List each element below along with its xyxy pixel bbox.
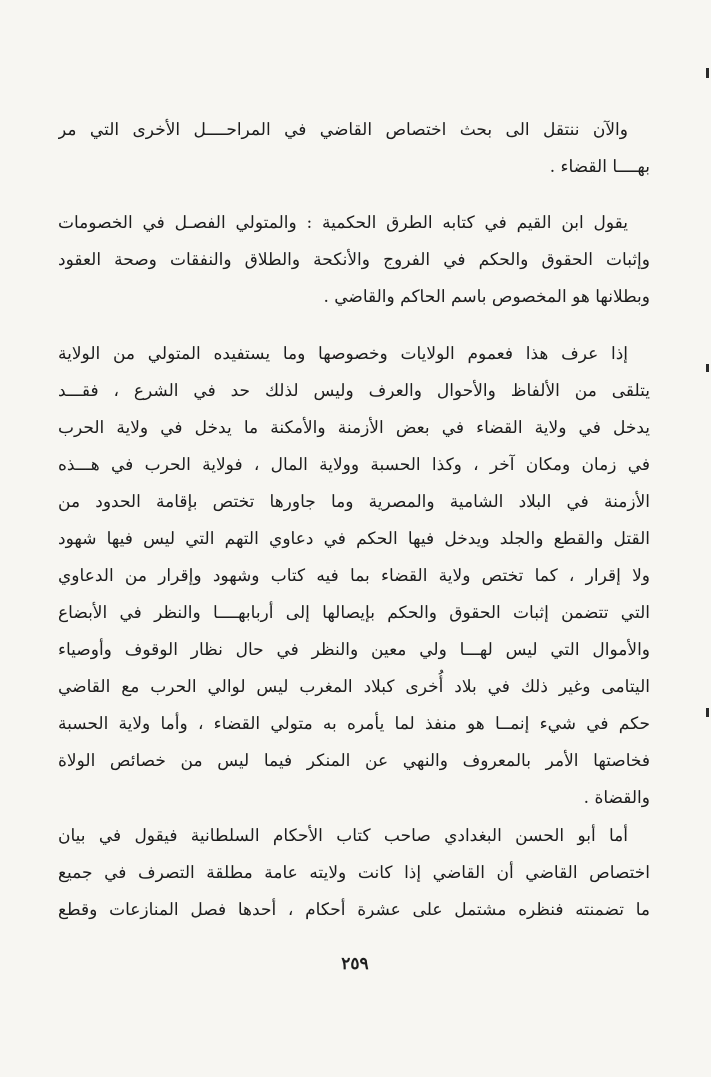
margin-mark-lower (706, 708, 709, 717)
paragraph-3 (58, 336, 650, 817)
text-line: اختصاص القاضي أن القاضي إذا كانت ولايته عامة مطلقة التصرف في جميع (58, 863, 650, 883)
paragraph-1 (58, 112, 650, 186)
text-line: اليتامى وغير ذلك في بلاد أُخرى كبلاد المغرب ليس لوالي الحرب مع القاضي (58, 677, 650, 697)
text-line: القتل والقطع والجلد ويدخل فيها الحكم في دعاوي التهم التي ليس فيها شهود (58, 529, 650, 549)
text-line: والأموال التي ليس لهـــا ولي معين والنظر في حال نظار الوقوف وأوصياء (58, 640, 650, 660)
text-line: الأزمنة في البلاد الشامية والمصرية وما جاورها تختص بإقامة الحدود من (58, 492, 650, 512)
margin-mark-middle (706, 364, 709, 372)
text-line: ما تضمنته فنظره مشتمل على عشرة أحكام ، أحدها فصل المنازعات وقطع (58, 900, 650, 920)
text-line: في زمان ومكان آخر ، وكذا الحسبة وولاية المال ، فولاية الحرب في هـــذه (58, 455, 650, 475)
text-line: إذا عرف هذا فعموم الولايات وخصوصها وما يستفيده المتولي من الولاية (58, 344, 628, 364)
text-line: وبطلانها هو المخصوص باسم الحاكم والقاضي . (323, 287, 650, 307)
text-line: التي تتضمن إثبات الحقوق والحكم بإيصالها إلى أربابهــــا والنظر في الأبضاع (58, 603, 650, 623)
paragraph-2 (58, 205, 650, 316)
text-line: ولا إقرار ، كما تختص ولاية القضاء بما فيه كتاب وشهود وإقرار من الدعاوي (58, 566, 650, 586)
text-line: يقول ابن القيم في كتابه الطرق الحكمية : والمتولي الفصـل في الخصومات (58, 213, 628, 233)
paragraph-4 (58, 818, 650, 929)
margin-mark-top (706, 68, 709, 78)
text-line: والقضاة . (583, 788, 650, 808)
text-line: حكم في شيء إنمــا هو منفذ لما يأمره به متولي القضاء ، وأما ولاية الحسبة (58, 714, 650, 734)
text-line: أما أبو الحسن البغدادي صاحب كتاب الأحكام السلطانية فيقول في بيان (58, 826, 628, 846)
page-number: ٢٥٩ (341, 954, 369, 974)
text-line: بهــــا القضاء . (549, 157, 650, 177)
text-line: يدخل في ولاية القضاء في بعض الأزمنة والأمكنة ما يدخل في ولاية الحرب (58, 418, 650, 438)
text-line: فخاصتها الأمر بالمعروف والنهي عن المنكر فيما ليس من خصائص الولاة (58, 751, 650, 771)
text-line: وإثبات الحقوق والحكم في الفروج والأنكحة والطلاق والنفقات وصحة العقود (58, 250, 650, 270)
text-line: يتلقى من الألفاظ والأحوال والعرف وليس لذلك حد في الشرع ، فقـــد (58, 381, 650, 401)
text-line: والآن ننتقل الى بحث اختصاص القاضي في المراحــــل الأخرى التي مر (58, 120, 628, 140)
